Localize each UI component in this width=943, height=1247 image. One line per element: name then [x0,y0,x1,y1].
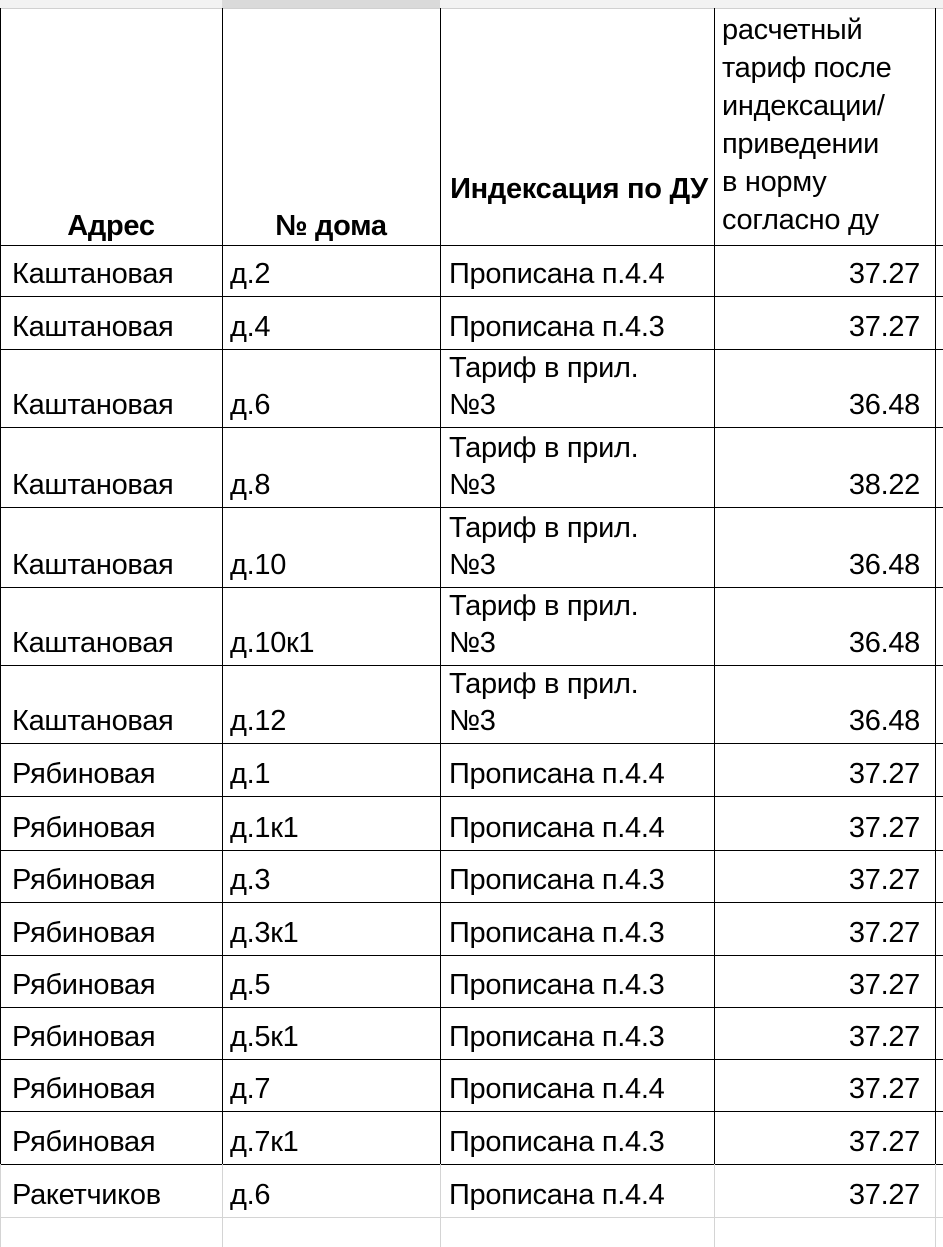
row-border [0,245,943,246]
indexation-cell[interactable]: Прописана п.4.4 [449,258,665,290]
indexation-cell[interactable]: №3 [449,705,496,737]
column-border [440,8,441,1164]
indexation-cell[interactable]: Прописана п.4.4 [449,1179,665,1211]
indexation-cell[interactable]: Прописана п.4.3 [449,917,665,949]
indexation-cell[interactable]: Прописана п.4.3 [449,864,665,896]
address-cell[interactable]: Рябиновая [12,1073,156,1105]
header-house[interactable]: № дома [275,210,387,242]
tariff-cell[interactable]: 36.48 [848,627,920,659]
address-cell[interactable]: Каштановая [12,258,174,290]
house-cell[interactable]: д.5 [230,969,271,1001]
column-border [0,8,1,1164]
tariff-cell[interactable]: 36.48 [848,549,920,581]
row-border [0,1007,943,1008]
header-address[interactable]: Адрес [67,210,155,242]
house-cell[interactable]: д.12 [230,705,287,737]
house-cell[interactable]: д.1к1 [230,812,299,844]
tariff-cell[interactable]: 37.27 [848,258,920,290]
row-border [0,507,943,508]
tariff-cell[interactable]: 37.27 [848,311,920,343]
row-border [0,1164,943,1165]
address-cell[interactable]: Каштановая [12,311,174,343]
indexation-cell[interactable]: Прописана п.4.4 [449,1073,665,1105]
indexation-cell[interactable]: Прописана п.4.3 [449,1126,665,1158]
indexation-cell[interactable]: Прописана п.4.4 [449,758,665,790]
indexation-cell[interactable]: Прописана п.4.3 [449,311,665,343]
indexation-cell[interactable]: №3 [449,469,496,501]
row-border [0,796,943,797]
address-cell[interactable]: Рябиновая [12,917,156,949]
address-cell[interactable]: Рябиновая [12,1021,156,1053]
tariff-cell[interactable]: 38.22 [848,469,920,501]
address-cell[interactable]: Рябиновая [12,1126,156,1158]
indexation-cell[interactable]: Тариф в прил. [449,668,639,700]
tariff-cell[interactable]: 37.27 [848,812,920,844]
tariff-cell[interactable]: 37.27 [848,864,920,896]
house-cell[interactable]: д.1 [230,758,271,790]
house-cell[interactable]: д.3 [230,864,271,896]
column-border [714,8,715,1164]
indexation-cell[interactable]: Тариф в прил. [449,512,639,544]
row-border [0,587,943,588]
header-tariff-line: приведении [722,128,880,160]
house-cell[interactable]: д.8 [230,469,271,501]
indexation-cell[interactable]: Тариф в прил. [449,432,639,464]
house-cell[interactable]: д.5к1 [230,1021,299,1053]
indexation-cell[interactable]: Прописана п.4.4 [449,812,665,844]
indexation-cell[interactable]: №3 [449,389,496,421]
address-cell[interactable]: Рябиновая [12,969,156,1001]
address-cell[interactable]: Ракетчиков [12,1179,161,1211]
tariff-cell[interactable]: 37.27 [848,758,920,790]
address-cell[interactable]: Рябиновая [12,758,156,790]
row-border [0,427,943,428]
column-border [222,8,223,1164]
gridline [0,1164,1,1247]
tariff-cell[interactable]: 37.27 [848,917,920,949]
tariff-cell[interactable]: 36.48 [848,705,920,737]
tariff-cell[interactable]: 37.27 [848,1073,920,1105]
selected-column-header[interactable] [222,0,440,8]
gridline [935,1164,936,1247]
address-cell[interactable]: Каштановая [12,627,174,659]
address-cell[interactable]: Рябиновая [12,812,156,844]
house-cell[interactable]: д.10к1 [230,627,315,659]
indexation-cell[interactable]: Прописана п.4.3 [449,969,665,1001]
indexation-cell[interactable]: Прописана п.4.3 [449,1021,665,1053]
address-cell[interactable]: Каштановая [12,389,174,421]
tariff-cell[interactable]: 37.27 [848,1179,920,1211]
gridline [440,1164,441,1247]
address-cell[interactable]: Каштановая [12,705,174,737]
tariff-cell[interactable]: 37.27 [848,1021,920,1053]
tariff-cell[interactable]: 37.27 [848,969,920,1001]
house-cell[interactable]: д.3к1 [230,917,299,949]
row-border [0,1111,943,1112]
indexation-cell[interactable]: Тариф в прил. [449,352,639,384]
row-border [0,296,943,297]
indexation-cell[interactable]: №3 [449,549,496,581]
header-tariff-line: согласно ду [722,204,879,236]
row-border [0,743,943,744]
house-cell[interactable]: д.10 [230,549,287,581]
address-cell[interactable]: Рябиновая [12,864,156,896]
row-border [0,902,943,903]
row-border [0,349,943,350]
address-cell[interactable]: Каштановая [12,549,174,581]
header-indexation[interactable]: Индексация по ДУ [450,173,708,205]
gridline [714,1164,715,1247]
house-cell[interactable]: д.2 [230,258,271,290]
row-border [0,665,943,666]
house-cell[interactable]: д.4 [230,311,271,343]
column-header-strip[interactable] [0,0,943,9]
house-cell[interactable]: д.7к1 [230,1126,299,1158]
header-tariff-line: в норму [722,166,827,198]
house-cell[interactable]: д.6 [230,1179,271,1211]
indexation-cell[interactable]: Тариф в прил. [449,590,639,622]
header-tariff-line: тариф после [722,52,892,84]
tariff-cell[interactable]: 36.48 [848,389,920,421]
house-cell[interactable]: д.7 [230,1073,271,1105]
row-border [0,850,943,851]
row-border [0,1217,943,1218]
indexation-cell[interactable]: №3 [449,627,496,659]
tariff-cell[interactable]: 37.27 [848,1126,920,1158]
row-border [0,955,943,956]
house-cell[interactable]: д.6 [230,389,271,421]
address-cell[interactable]: Каштановая [12,469,174,501]
gridline [222,1164,223,1247]
column-border [935,8,936,1164]
header-tariff-line: расчетный [722,14,863,46]
row-border [0,1059,943,1060]
header-tariff-line: индексации/ [722,90,885,122]
